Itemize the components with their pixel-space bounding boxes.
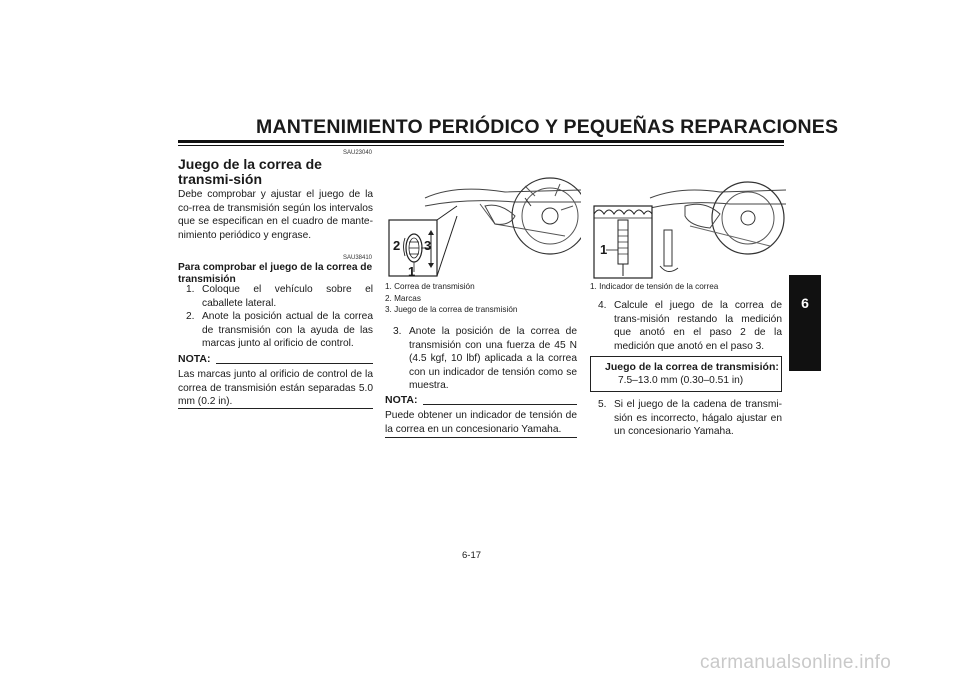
step-1: [186, 283, 373, 310]
step-number: 2.: [186, 311, 195, 322]
step-text: Anote la posición de la correa de transmisión con una fuerza de 45 N (4.5 kgf, 10 lbf) aplicada a la correa con un indicador de tensión como se muestra.: [409, 326, 577, 391]
section-title: Juego de la correa de transmi-sión: [178, 156, 322, 187]
title-rule: [178, 140, 784, 143]
spec-value: 7.5–13.0 mm (0.30–0.51 in): [618, 375, 744, 386]
intro-paragraph: Debe comprobar y ajustar el juego de la co-rrea de transmisión según los intervalos que se especifican en el cuadro de mante-nimiento periódico y engrase.: [178, 189, 373, 241]
caption-3: 3. Juego de la correa de transmisión: [385, 305, 518, 314]
step-number: 5.: [598, 399, 607, 410]
step-number: 4.: [598, 300, 607, 311]
step-text: Anote la posición actual de la correa de transmisión con la ayuda de las marcas junto al orificio de control.: [202, 311, 373, 349]
step-5: [598, 398, 782, 439]
right-figure-caption: 1. Indicador de tensión de la correa: [590, 282, 719, 291]
step-number: 3.: [393, 326, 402, 337]
nota-label: NOTA:: [178, 353, 211, 365]
spec-title: Juego de la correa de transmisión:: [605, 361, 779, 373]
spec-box: [590, 356, 782, 392]
figure-label-gauge: 1: [600, 242, 608, 257]
chapter-tab: [789, 275, 821, 371]
belt-marks-figure: [385, 176, 581, 280]
step-number: 1.: [186, 284, 195, 295]
step-text: Coloque el vehículo sobre el caballete lateral.: [202, 284, 373, 309]
figure-label-3: 3: [424, 238, 432, 253]
subheading: Para comprobar el juego de la correa de transmisión: [178, 262, 373, 285]
nota-end-rule-2: [385, 437, 577, 438]
nota-end-rule: [178, 408, 373, 409]
section-code: SAU23040: [343, 150, 373, 156]
caption-1: 1. Correa de transmisión: [385, 282, 475, 291]
figure-label-1: 1: [408, 264, 416, 279]
subsection-code: SAU38410: [343, 255, 373, 261]
watermark: carmanualsonline.info: [700, 652, 892, 673]
nota-text-2: Puede obtener un indicador de tensión de la correa en un concesionario Yamaha.: [385, 410, 577, 435]
tension-gauge-figure: [590, 176, 786, 280]
step-3: [393, 325, 577, 393]
tension-gauge-illustration: [590, 176, 786, 280]
title-rule-thin: [178, 145, 784, 146]
figure-label-2: 2: [393, 238, 401, 253]
step-4: [598, 299, 782, 353]
page-number: 6-17: [462, 550, 482, 561]
middle-figure-captions: [385, 281, 585, 316]
page-title: MANTENIMIENTO PERIÓDICO Y PEQUEÑAS REPARACIONES: [256, 116, 839, 138]
nota-line: [216, 363, 373, 364]
step-text: Si el juego de la cadena de transmi-sión es incorrecto, hágalo ajustar en un concesionario Yamaha.: [614, 399, 782, 437]
chapter-number: 6: [801, 295, 809, 311]
nota-text: Las marcas junto al orificio de control de la correa de transmisión están separadas 5.0 mm (0.2 in).: [178, 369, 373, 407]
nota-label-2: NOTA:: [385, 394, 418, 406]
step-text: Calcule el juego de la correa de trans-misión restando la medición que anotó en el paso 2 de la medición que anotó en el paso 3.: [614, 300, 782, 352]
nota-line-2: [423, 404, 577, 405]
step-2: [186, 310, 373, 351]
caption-2: 2. Marcas: [385, 293, 421, 303]
